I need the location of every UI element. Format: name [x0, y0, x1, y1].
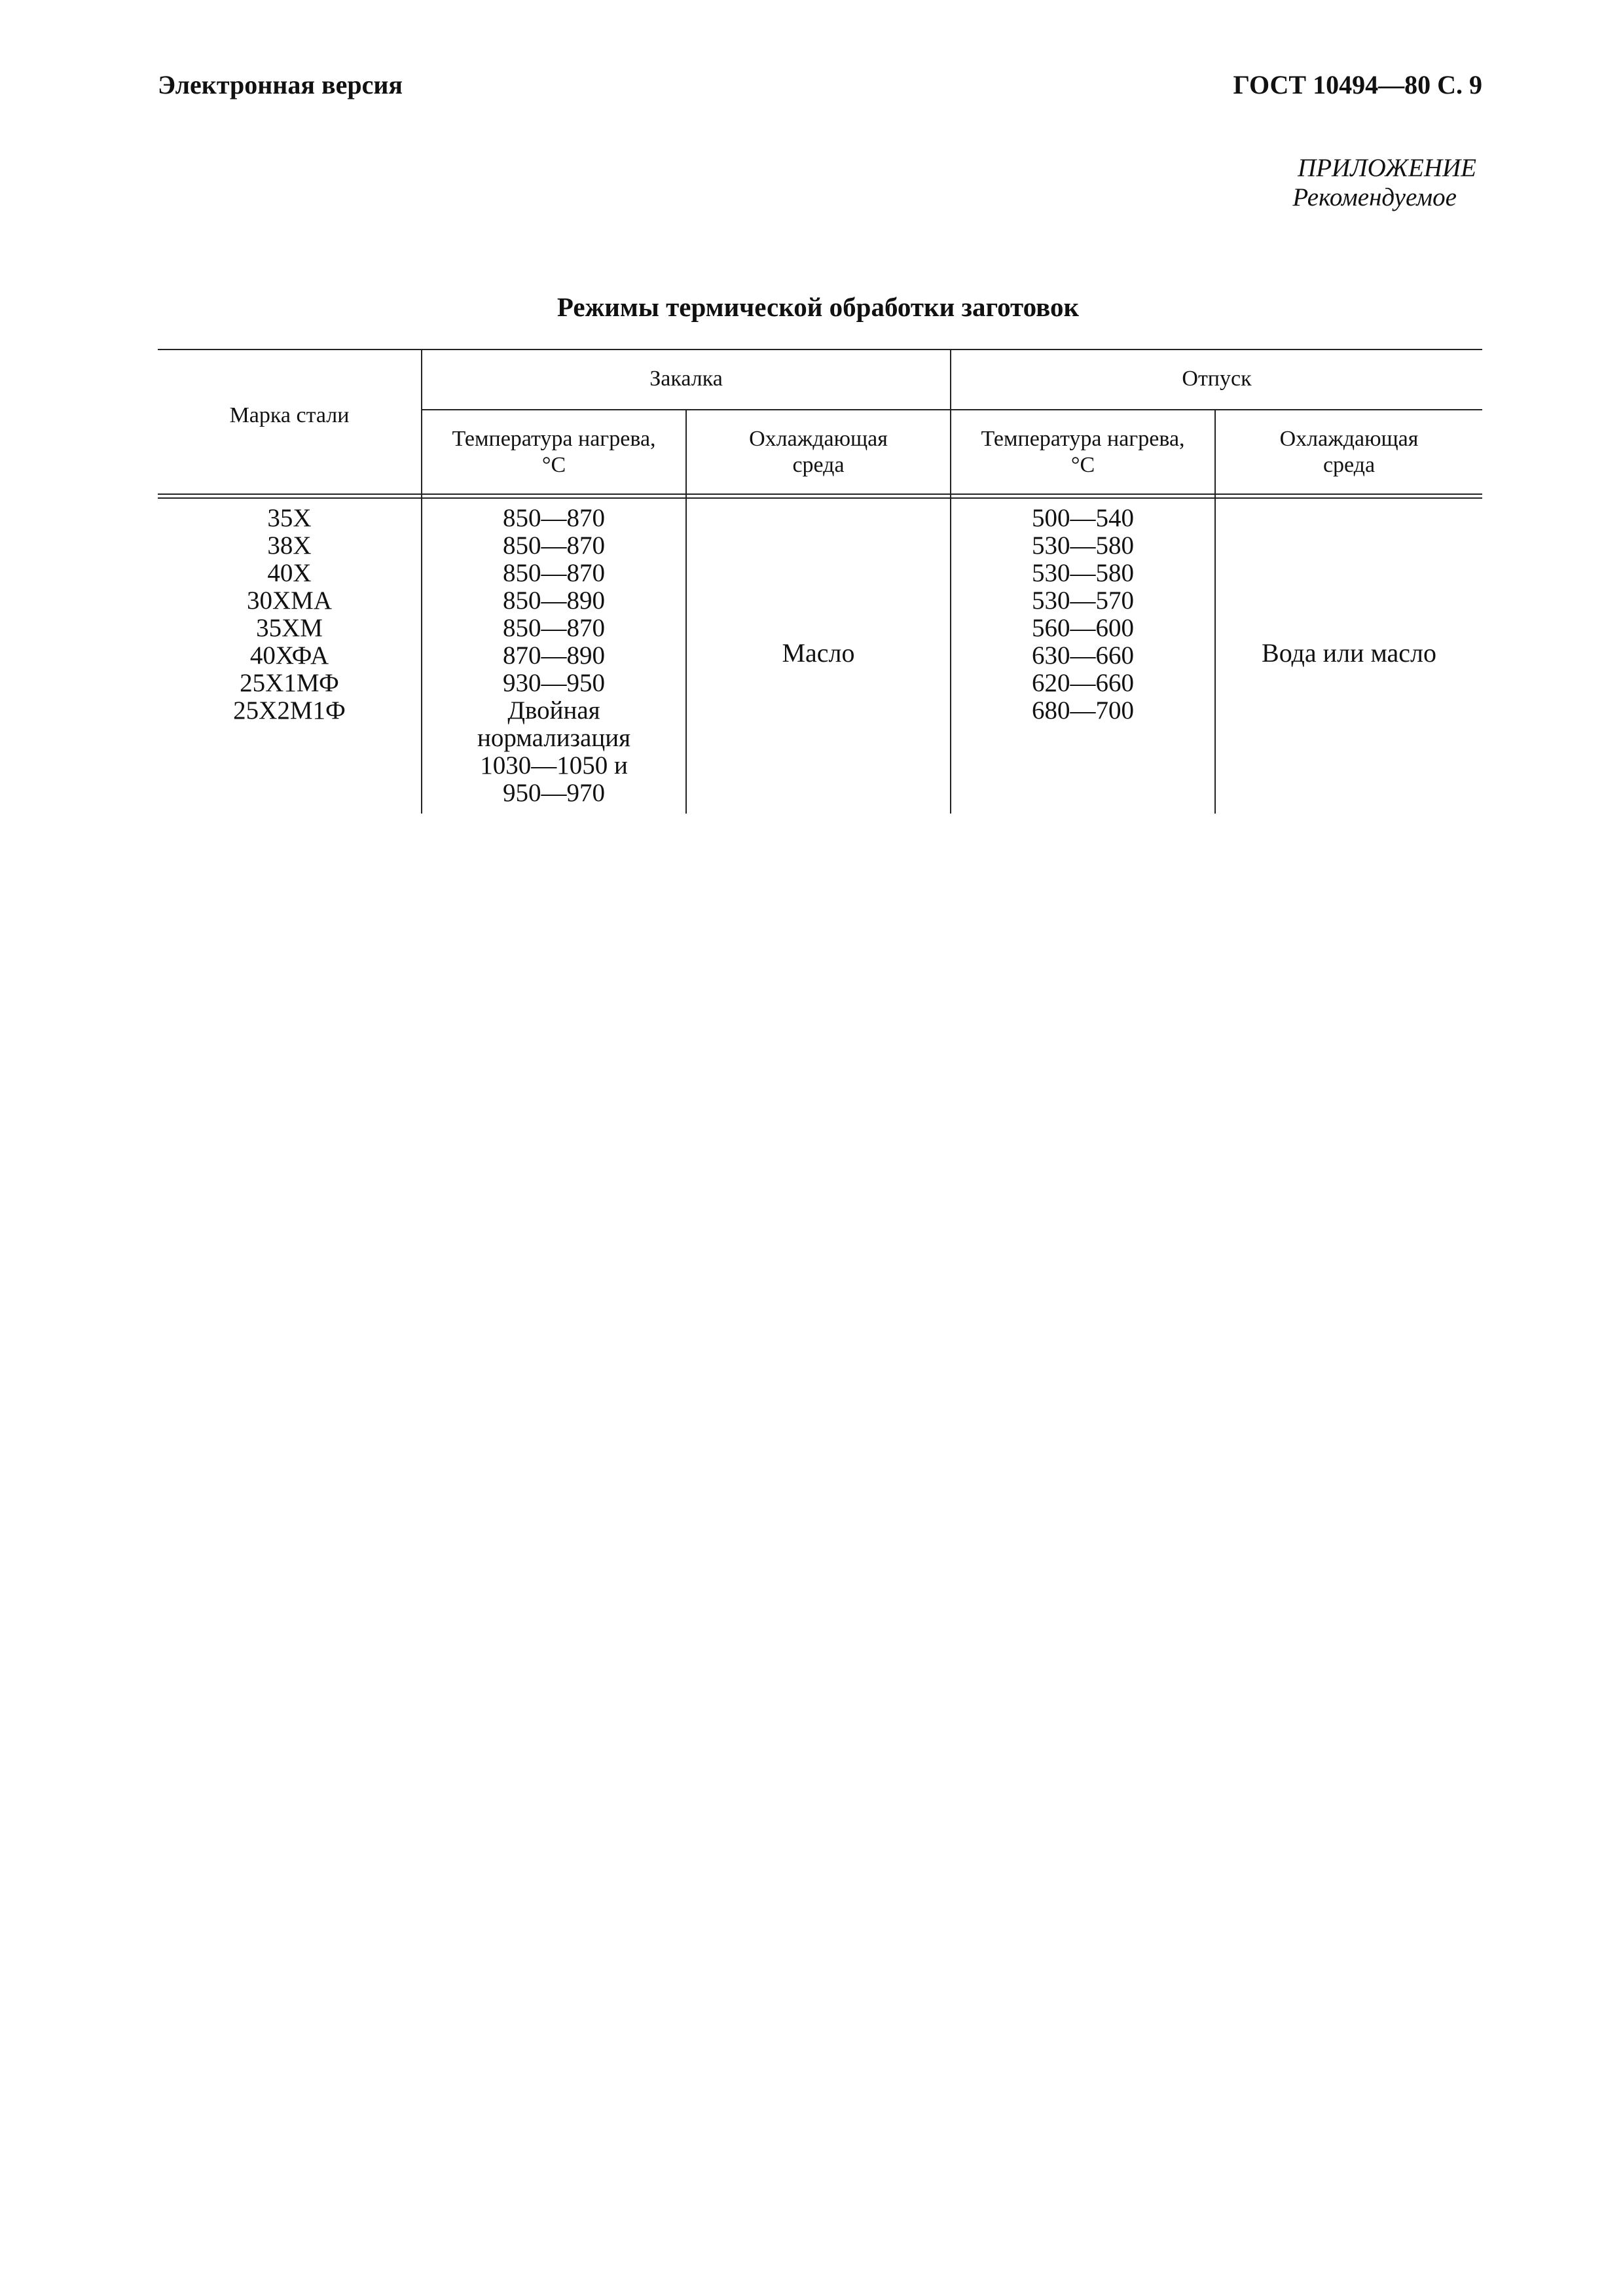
header-temper-medium-line1: Охлаждающая	[1279, 427, 1419, 451]
running-header-right: ГОСТ 10494—80 С. 9	[1233, 70, 1482, 99]
header-quench-medium-line1: Охлаждающая	[749, 427, 888, 451]
quench-temp-cell: 850—890	[503, 586, 605, 615]
grade-cell: 35Х	[267, 504, 312, 532]
quench-temp-cell: 870—890	[503, 641, 605, 670]
temper-temp-cell: 560—600	[1032, 614, 1134, 642]
grade-cell: 25Х1МФ	[240, 669, 339, 697]
header-temper	[951, 366, 1482, 392]
grade-cell: 40ХФА	[249, 641, 329, 670]
header-temper-medium-line2: среда	[1322, 453, 1376, 477]
grade-cell: 30ХМА	[246, 586, 332, 615]
temper-temp-cell: 500—540	[1032, 504, 1134, 532]
header-temper-temp-line2: °C	[1070, 453, 1095, 477]
header-quench-medium-line2: среда	[792, 453, 845, 477]
header-double-rule-bottom	[158, 497, 1482, 499]
quench-temps-column	[422, 505, 685, 807]
appendix-block	[1084, 153, 1476, 212]
temper-temp-cell: 620—660	[1032, 669, 1134, 697]
running-header-left: Электронная версия	[158, 70, 403, 99]
quench-temp-cell: 950—970	[503, 779, 605, 807]
quench-temp-cell: Двойная	[507, 696, 600, 725]
header-double-rule-top	[158, 493, 1482, 495]
temper-temp-cell: 530—580	[1032, 531, 1134, 560]
temper-temps-column	[951, 505, 1214, 725]
header-temper-medium	[1216, 426, 1482, 478]
header-quench-label: Закалка	[649, 367, 723, 391]
grade-cell: 40Х	[267, 559, 312, 587]
table-top-rule	[158, 349, 1482, 350]
temper-medium-cell: Вода или масло	[1262, 638, 1436, 668]
header-temper-temp	[951, 426, 1214, 478]
quench-temp-cell: 850—870	[503, 614, 605, 642]
appendix-label: ПРИЛОЖЕНИЕ	[1298, 154, 1476, 182]
quench-temp-cell: 850—870	[503, 531, 605, 560]
grades-column	[158, 505, 421, 725]
temper-temp-cell: 680—700	[1032, 696, 1134, 725]
grade-cell: 38Х	[267, 531, 312, 560]
quench-temp-cell: 850—870	[503, 504, 605, 532]
header-quench	[422, 366, 950, 392]
header-quench-medium	[687, 426, 950, 478]
quench-temp-cell: 930—950	[503, 669, 605, 697]
header-temper-label: Отпуск	[1182, 367, 1252, 391]
header-quench-temp-line2: °C	[541, 453, 566, 477]
header-quench-temp-line1: Температура нагрева,	[452, 427, 656, 451]
quench-temp-cell: 850—870	[503, 559, 605, 587]
header-grade	[158, 403, 421, 429]
quench-temp-cell: нормализация	[477, 724, 631, 752]
grade-cell: 25Х2М1Ф	[233, 696, 346, 725]
heat-treatment-table	[158, 349, 1482, 814]
temper-temp-cell: 530—580	[1032, 559, 1134, 587]
header-grade-label: Марка стали	[229, 403, 350, 427]
appendix-status: Рекомендуемое	[1292, 183, 1457, 211]
quench-medium-cell: Масло	[782, 638, 855, 668]
temper-temp-cell: 530—570	[1032, 586, 1134, 615]
quench-temp-cell: 1030—1050 и	[480, 751, 628, 780]
grade-cell: 35ХМ	[256, 614, 323, 642]
header-temper-temp-line1: Температура нагрева,	[981, 427, 1185, 451]
header-quench-temp	[422, 426, 685, 478]
temper-temp-cell: 630—660	[1032, 641, 1134, 670]
group-header-rule	[422, 409, 1482, 410]
table-title: Режимы термической обработки заготовок	[556, 292, 1080, 322]
